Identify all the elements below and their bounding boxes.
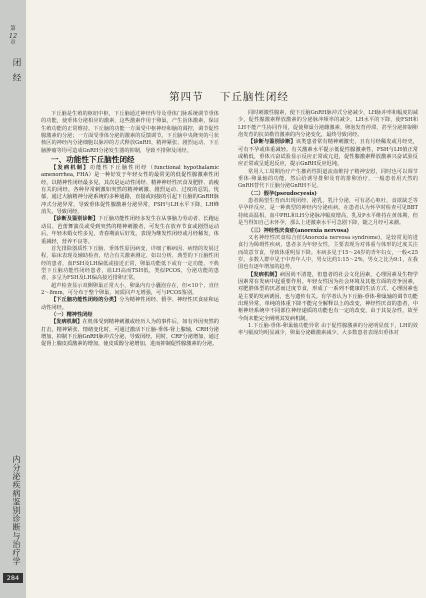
paragraph-text: 病因尚不清楚，但患者的社会文化因素，心理因素及生物学因素常在发病中起重要作用。年轻女性因为社会环境及其他方面的竞争因素，对肥胖体型的厌恶而过度节食，形成了一系列不健康的生活方式，心理因素也是主要的发病诱因，也与遗传有关。有学者认为下丘脑-垂体-卵巢轴的调节功能出现异常，单纯的体重下降不能完全解释以上的改变，神经性厌食的患者，中枢神经系统中不同部位神经递质的功能也有一定的改变，由于其复杂性，故至今尚未能完全阐明其发病机制。 <box>238 271 418 322</box>
right-column <box>238 110 418 338</box>
subsection-subheading: （三）神经性厌食症(anorexia nervosa) <box>248 227 350 234</box>
section-heading: 下丘脑性闭经 <box>219 91 289 103</box>
paragraph-with-label <box>238 139 418 168</box>
paragraph-label: 【发病机制】 <box>51 319 83 326</box>
paragraph-with-label <box>41 165 219 216</box>
paragraph-label: 【诊断与鉴别诊断】 <box>248 139 296 146</box>
subsection-subheading: （一）精神性闭经 <box>51 311 93 318</box>
paragraph-label: 【诊断及鉴别诊断】 <box>51 216 99 223</box>
page-number: 284 <box>3 573 23 583</box>
paragraph: 又名神经性厌食综合征(Anorexia nervosa syndrome)，是较常见的进食行为障碍性疾病，患者多为年轻女性，主要表现为对体重与体形的过度关注而故意节食，导致体重明显下降。本病多见于15～24岁的青年妇女，一般<25岁。多数人群中见于中青年人中，男女比约1:15～2%，男女之比为9:1，在我国也有逐年增加的趋势。 <box>238 234 418 271</box>
paragraph: 常用人工周期治疗产生撤药性阴道流血维持子精神安慰，同时也可以调节垂体-卵巢轴的功能，然后给诱导排卵及育的排卵治疗，一般患者用天然的GnRH替代下丘脑分泌GnRH不足。 <box>238 168 418 190</box>
paragraph-text: 在机体受到精神刺激或经历人为的事件后，如有外因突然的打击，精神紧张、情绪变化时，可通过激活下丘脑-垂体-肾上腺轴，CRH分泌增加，抑制下丘脑GnRH脉冲式分泌，导致闭经。同时，CRF分泌增加，通过促肾上腺皮质激素的增加，使皮质醇分泌增加，进而抑制促性腺激素的分泌。 <box>41 319 219 348</box>
paragraph-text: 功能性下丘脑性闭经（functional hypothalamic amenorrhea, FHA）是一种好发于年轻女性的最常见的低促性腺激素性闭经，以精神性闭经最多见，其次是运动性闭经、精神神经性厌食及肥胖、消瘦有关的闭经。各种异常刺激如突然的精神刺激、剧烈运动、过度的忍饥、忧郁，通过大脑精神分泌系统的多种通路，直接或间接的引起下丘脑的GnRH脉冲式分泌异常，导致垂体促性腺激素分泌异常，FSH与LH水平下降，LH峰消失，导致闭经。 <box>41 165 219 216</box>
chapter-label <box>3 26 23 47</box>
paragraph-with-label <box>41 319 219 348</box>
subsection-heading: 一、功能性下丘脑性闭经 <box>51 155 135 165</box>
section-label: 闭 经 <box>11 58 21 84</box>
paragraph-with-label <box>238 272 418 323</box>
left-column <box>41 111 219 349</box>
paragraph-label: 【发病机制】 <box>248 271 280 278</box>
book-title: 内分泌疾病鉴别诊断与治疗学 <box>12 455 21 566</box>
paragraph-text: 分为精神性闭经、假孕、神经性厌食症和运动性闭经。 <box>41 297 219 311</box>
sidebar <box>0 0 26 598</box>
paragraph: 下丘脑是生殖的枢纽中枢，下丘脑通过神经传导及垂体门脉系统调节垂体的功能，使垂体分泌相应的激素，这些激素作用于卵巢，产生甾体激素，保证生殖功能的正常维持。下丘脑的功能一方面受中枢神经和脑的调控，调节促性腺激素的分泌；一方面受垂体分泌的激素的反馈调节。下丘脑中央隆突的弓状核区的神经内分泌细胞以脉冲的方式释放GnRH，精神紧张、剧烈运动、下丘脑肿瘤等均可造成GnRH分泌发生器的抑制，导致不排卵及闭经。 <box>41 111 219 154</box>
paragraph: 患者渴望生育而出现闭经、泌乳，乳汁分泌，可有恶心呕吐，食欲缺乏等早孕样反应，是一种典型的神经内分泌疾病。在患者认为怀孕时检查可见BBT持续高温相，血中PRL和LH分泌脉冲幅度增高，乳及P水平维持在黄体期，但是当得知自己未怀孕，那么上述激素水平可急剧下降，随之月经可来潮。 <box>238 198 418 227</box>
chapter-prefix: 第 <box>10 26 16 32</box>
chapter-number: 12 <box>8 32 18 40</box>
subsection-subheading: （二）假孕(pseudocyesis) <box>248 190 317 197</box>
paragraph-text: 下丘脑功能性闭经多发生在从事脑力劳动者、长跑运动员、芭蕾舞演员或受到突然的精神刺激者，可发生在放弃节食或剧烈运动后，年轻未婚女性多见，青春期前后好发。表现为继发性闭经或月经稀发，体重减轻，营养不良等。 <box>41 216 219 245</box>
paragraph-label: 【下丘脑功能性闭经的分类】 <box>51 297 120 304</box>
paragraph-text: 该类患者常有精神刺激史，且有月经稀发或月经史，可有不孕或体重减轻。有关激素水平提示低促性腺激素性，FSH与LH值正常或稍低，垂体兴奋试验显示反应正常或亢进，促性腺激素释放激素兴奋试验反应正常或呈延迟反应，提示GnRH反应迟钝。 <box>238 139 418 168</box>
paragraph-label: 【发病机制】 <box>51 165 90 172</box>
paragraph-with-label <box>41 216 219 245</box>
paragraph: 同时刺激性腺素，使下丘脑GnRH脉冲式分泌减少，LH脉冲率和幅度的减少，促性腺激素释放激素的分泌脉冲频率的减少，LH水平的下降，使FSH和LH不能产生协同作用，促使卵巢分泌雌激素、卵泡发育停滞、甚至分泌抑制卵泡发育的抗苗勒管激素的内分泌变化，最终导致闭经。 <box>238 110 418 139</box>
paragraph: 首先排除器质性下丘脑、垂体性原因病变，详细了解病因、病情的发展过程，临床表现及辅助检查，结合有关激素测定、如以分析，典型的下丘脑性闭经的患者，血FSH及LH偏低或接近正常，卵巢功能低下或有一定功能，不典型下丘脑功能性闭经患者，血LH高而TSH低，类似PCOS，分泌功能的患者，多呈为FSH及LH偏高接近排卵正常。 <box>41 245 219 282</box>
paragraph: 超声检查显示双侧卵巢正常大小，卵巢内有小囊泡存在，但<10个，直径2～8mm，可分布于整个卵巢，间质回声无增强，可与PCOS鉴别。 <box>41 282 219 296</box>
paragraph: 1.下丘脑-垂体-卵巢轴功能异常 由于促性腺激素的分泌明显低下，LH的效率与幅度均明显减少，卵巢分泌雌激素减少。大多数患者表现出垂体对 <box>238 322 418 337</box>
paragraph-with-label <box>41 297 219 312</box>
chapter-suffix: 章 <box>10 40 16 46</box>
page-title <box>40 89 418 104</box>
section-number: 第四节 <box>169 91 204 103</box>
